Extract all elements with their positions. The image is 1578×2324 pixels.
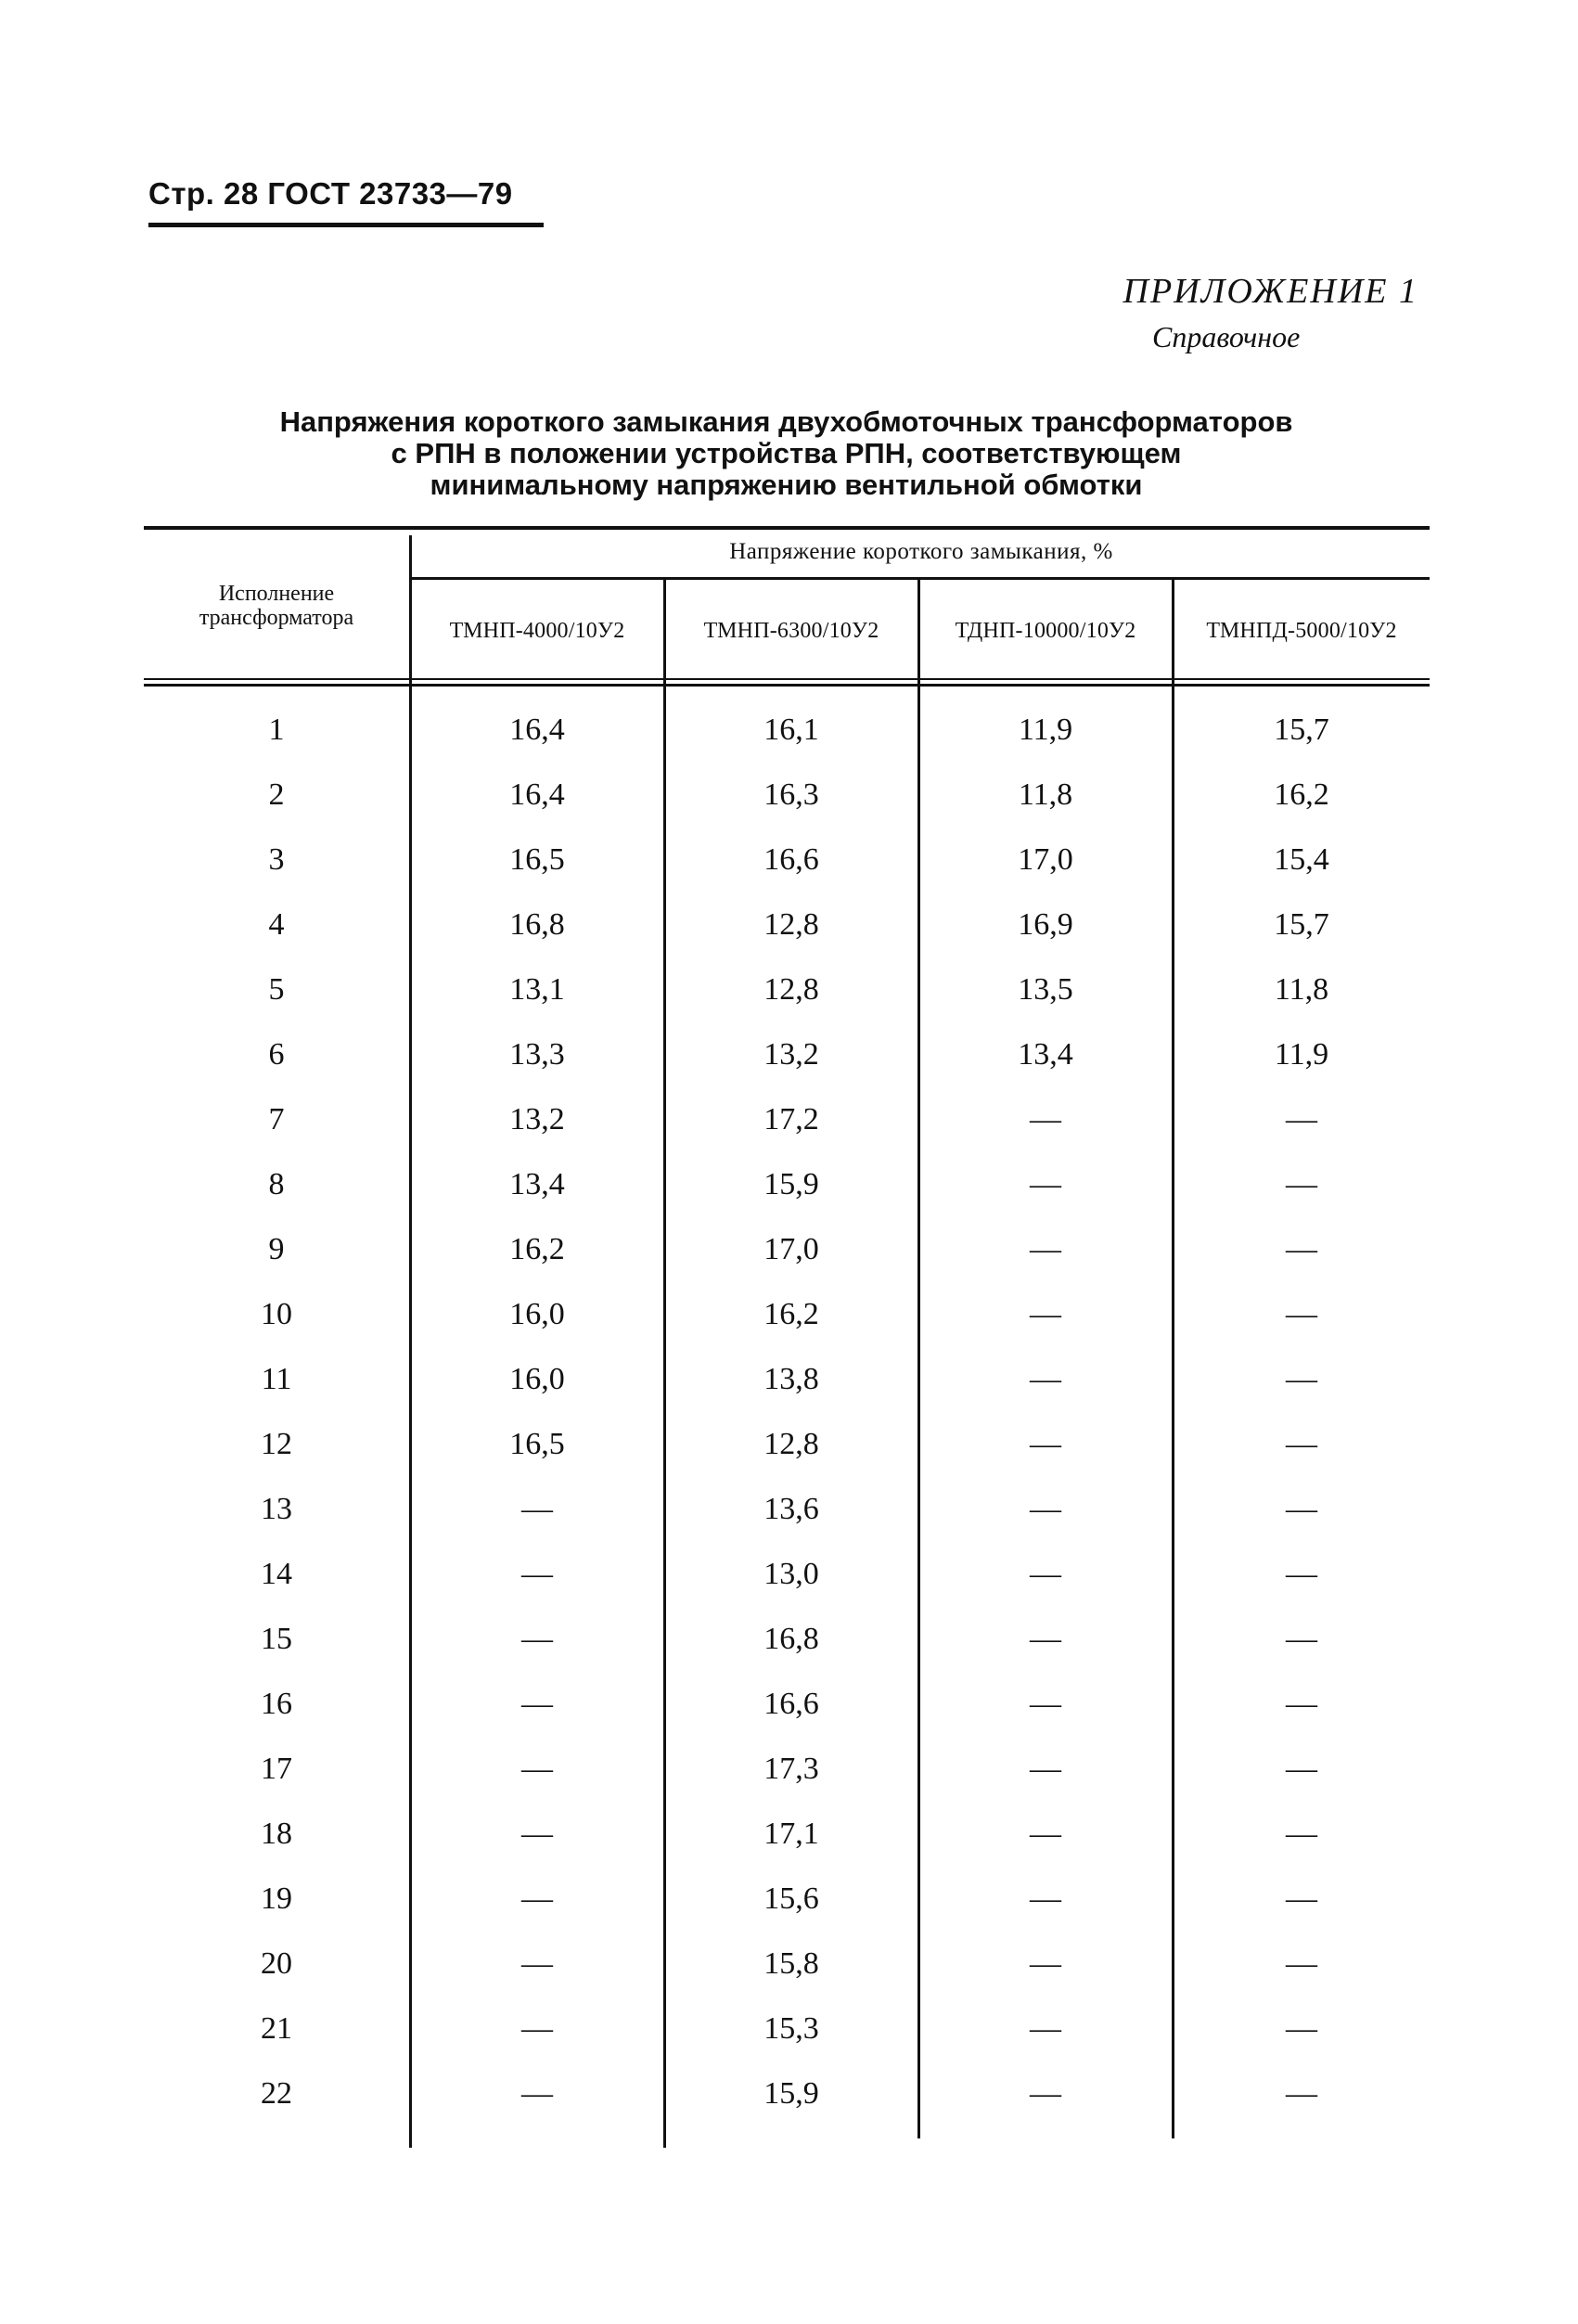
voltage-value-cell: 16,0 [509,1362,565,1396]
voltage-value-cell: — [1286,1622,1317,1656]
column-header-tmnpd-5000: ТМНПД-5000/10У2 [1206,618,1397,643]
appendix-sublabel: Справочное [1152,320,1301,353]
variant-number-cell: 11 [261,1362,292,1396]
variant-number-cell: 20 [261,1946,292,1981]
title-line-1: Напряжения короткого замыкания двухобмоточных трансформаторов [279,405,1293,438]
title-line-2: с РПН в положении устройства РПН, соответствующем [391,437,1182,469]
header-bottom-rule-1 [144,678,1430,680]
page-header: Стр. 28 ГОСТ 23733—79 [148,176,513,211]
voltage-value-cell: — [1286,1817,1317,1851]
variant-number-cell: 10 [261,1297,292,1331]
table-row [144,1022,1430,1087]
voltage-value-cell: — [1030,1297,1061,1331]
table-row [144,1152,1430,1217]
voltage-value-cell: 16,6 [763,1687,819,1721]
voltage-value-cell: 13,6 [763,1492,819,1526]
voltage-value-cell: 12,8 [763,972,819,1007]
variant-number-cell: 15 [261,1622,292,1656]
column-header-tdnp-10000: ТДНП-10000/10У2 [955,618,1136,643]
voltage-value-cell: 16,2 [509,1232,565,1266]
title-line-3: минимальному напряжению вентильной обмотки [430,469,1143,501]
table-row [144,1932,1430,1997]
voltage-value-cell: 13,3 [509,1037,565,1072]
voltage-value-cell: — [521,2011,553,2046]
voltage-value-cell: — [1030,2076,1061,2111]
voltage-value-cell: 12,8 [763,1427,819,1461]
voltage-value-cell: — [1030,1881,1061,1916]
voltage-value-cell: 15,7 [1274,713,1329,747]
table-row [144,1737,1430,1802]
variant-number-cell: 19 [261,1881,292,1916]
voltage-value-cell: 17,2 [763,1102,819,1136]
voltage-value-cell: — [1030,1557,1061,1591]
voltage-value-cell: 15,3 [763,2011,819,2046]
table-row [144,1347,1430,1412]
variant-number-cell: 18 [261,1817,292,1851]
voltage-value-cell: 11,9 [1018,713,1073,747]
table-row [144,1477,1430,1542]
voltage-value-cell: — [521,1687,553,1721]
voltage-value-cell: — [1030,1102,1061,1136]
table-title [139,406,1433,501]
voltage-value-cell: 16,8 [509,907,565,942]
voltage-value-cell: — [1286,1297,1317,1331]
voltage-value-cell: 13,1 [509,972,565,1007]
voltage-value-cell: 16,2 [1274,777,1329,812]
voltage-value-cell: — [1286,1752,1317,1786]
voltage-value-cell: 15,4 [1274,842,1329,877]
table-row [144,2061,1430,2126]
table-row [144,698,1430,763]
variant-number-cell: 17 [261,1752,292,1786]
voltage-value-cell: 12,8 [763,907,819,942]
header-underline [148,223,544,227]
variant-number-cell: 13 [261,1492,292,1526]
variant-number-cell: 16 [261,1687,292,1721]
voltage-value-cell: — [1286,1946,1317,1981]
voltage-value-cell: — [1030,2011,1061,2046]
voltage-value-cell: — [1286,1492,1317,1526]
voltage-value-cell: 17,1 [763,1817,819,1851]
table-row [144,1802,1430,1867]
voltage-value-cell: 16,8 [763,1622,819,1656]
voltage-value-cell: 17,0 [1018,842,1073,877]
row-header: Исполнение трансформатора [199,582,354,630]
voltage-value-cell: — [1286,2011,1317,2046]
variant-number-cell: 2 [268,777,285,812]
voltage-value-cell: — [1030,1752,1061,1786]
column-header-tmnp-6300: ТМНП-6300/10У2 [703,618,879,643]
table-row [144,1217,1430,1282]
variant-number-cell: 1 [268,713,285,747]
table-row [144,828,1430,892]
table-row [144,1542,1430,1607]
table-row [144,763,1430,828]
table-row [144,1607,1430,1672]
variant-number-cell: 7 [268,1102,285,1136]
voltage-value-cell: 16,6 [763,842,819,877]
table-row [144,892,1430,957]
voltage-value-cell: 13,8 [763,1362,819,1396]
variant-number-cell: 4 [268,907,285,942]
voltage-value-cell: 16,1 [763,713,819,747]
voltage-value-cell: — [1030,1362,1061,1396]
voltage-value-cell: — [521,1752,553,1786]
table-row [144,1282,1430,1347]
table-row [144,1997,1430,2061]
column-header-tmnp-4000: ТМНП-4000/10У2 [449,618,625,643]
voltage-value-cell: 15,9 [763,1167,819,1201]
variant-number-cell: 9 [268,1232,285,1266]
voltage-value-cell: 17,3 [763,1752,819,1786]
voltage-value-cell: 16,2 [763,1297,819,1331]
appendix-label: ПРИЛОЖЕНИЕ 1 [1123,272,1418,311]
voltage-value-cell: — [1030,1232,1061,1266]
variant-number-cell: 14 [261,1557,292,1591]
voltage-value-cell: — [521,1492,553,1526]
voltage-value-cell: 16,0 [509,1297,565,1331]
voltage-value-cell: — [1030,1167,1061,1201]
voltage-value-cell: 16,4 [509,777,565,812]
voltage-value-cell: 15,6 [763,1881,819,1916]
voltage-value-cell: — [1286,1167,1317,1201]
table-row [144,1087,1430,1152]
table-row [144,1672,1430,1737]
voltage-value-cell: 15,7 [1274,907,1329,942]
variant-number-cell: 3 [268,842,285,877]
voltage-value-cell: 11,8 [1018,777,1073,812]
voltage-value-cell: — [521,1622,553,1656]
voltage-value-cell: 13,2 [509,1102,565,1136]
voltage-value-cell: — [1286,1427,1317,1461]
voltage-value-cell: 16,9 [1018,907,1073,942]
voltage-value-cell: 17,0 [763,1232,819,1266]
voltage-value-cell: — [521,1557,553,1591]
voltage-value-cell: 11,9 [1274,1037,1329,1072]
variant-number-cell: 22 [261,2076,292,2111]
table-body [144,698,1430,2126]
voltage-value-cell: 16,5 [509,1427,565,1461]
voltage-value-cell: 13,0 [763,1557,819,1591]
voltage-value-cell: 13,4 [1018,1037,1073,1072]
voltage-value-cell: — [1030,1427,1061,1461]
table-row [144,957,1430,1022]
group-header: Напряжение короткого замыкания, % [729,539,1113,564]
voltage-value-cell: 13,4 [509,1167,565,1201]
voltage-value-cell: — [1030,1492,1061,1526]
voltage-value-cell: — [1286,1232,1317,1266]
voltage-table [144,526,1430,2148]
voltage-value-cell: — [521,1881,553,1916]
voltage-value-cell: — [521,1946,553,1981]
voltage-value-cell: 13,2 [763,1037,819,1072]
voltage-value-cell: — [1030,1622,1061,1656]
voltage-value-cell: — [1030,1946,1061,1981]
voltage-value-cell: — [1286,1362,1317,1396]
voltage-value-cell: — [1286,1881,1317,1916]
variant-number-cell: 5 [268,972,285,1007]
voltage-value-cell: — [1286,1687,1317,1721]
voltage-value-cell: 13,5 [1018,972,1073,1007]
variant-number-cell: 12 [261,1427,292,1461]
table-top-rule [144,526,1430,530]
voltage-value-cell: — [1286,2076,1317,2111]
voltage-value-cell: — [1286,1102,1317,1136]
voltage-value-cell: 16,5 [509,842,565,877]
variant-number-cell: 6 [268,1037,285,1072]
table-row [144,1412,1430,1477]
voltage-value-cell: 16,4 [509,713,565,747]
voltage-value-cell: 11,8 [1274,972,1329,1007]
voltage-value-cell: — [1030,1687,1061,1721]
voltage-value-cell: — [1030,1817,1061,1851]
voltage-value-cell: — [521,2076,553,2111]
voltage-value-cell: 16,3 [763,777,819,812]
voltage-value-cell: 15,9 [763,2076,819,2111]
voltage-value-cell: 15,8 [763,1946,819,1981]
voltage-value-cell: — [521,1817,553,1851]
variant-number-cell: 8 [268,1167,285,1201]
variant-number-cell: 21 [261,2011,292,2046]
table-row [144,1867,1430,1932]
voltage-value-cell: — [1286,1557,1317,1591]
header-bottom-rule-2 [144,684,1430,687]
